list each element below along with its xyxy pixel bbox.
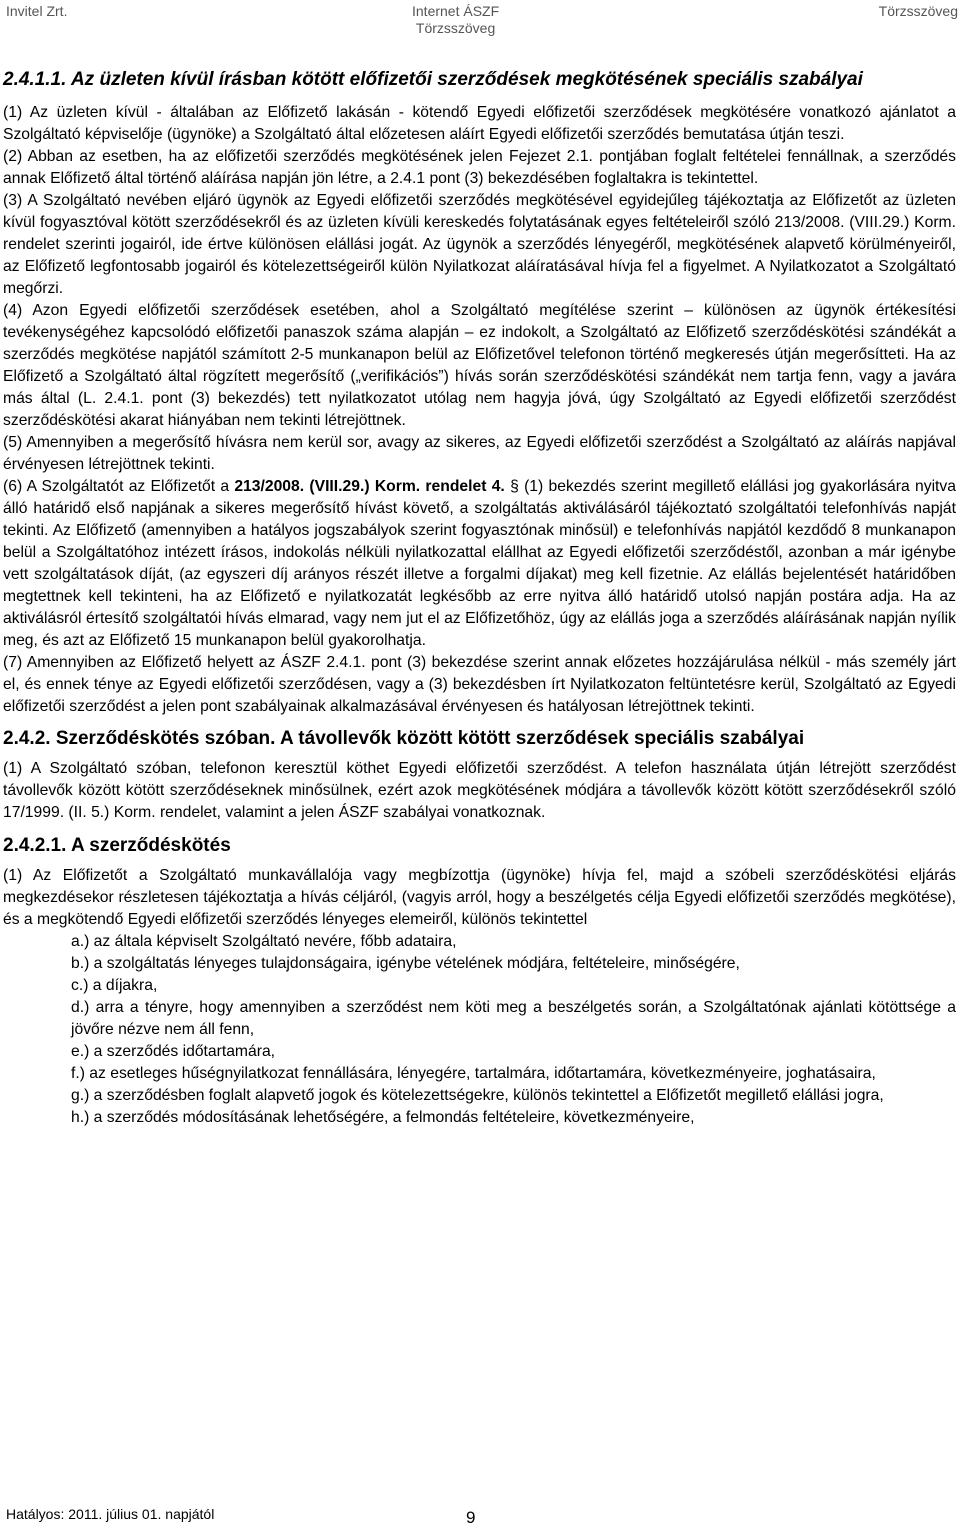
paragraph-6-regulation: 213/2008. (VIII.29.) Korm. rendelet <box>234 478 487 495</box>
paragraph-3: (3) A Szolgáltató nevében eljáró ügynök az Egyedi előfizetői szerződés megkötésével egyidejűleg tájékoztatja az Előfizetőt az üzleten kívül fogyasztóval kötött szerződésekről és az üzleten kívüli kereskedés folytatásának egyes feltételeiről szóló 213/2008. (VIII.29.) Korm. rendelet szerinti jogairól, ide értve különösen elállási jogát. Az ügynök a szerződés lényegéről, megkötésének alapvető körülményeiről, az Előfizető legfontosabb jogairól és kötelezettségeiről külön Nyilatkozat aláíratásával hívja fel a figyelmet. A Nyilatkozatot a Szolgáltató megőrzi. <box>3 192 956 297</box>
page-number: 9 <box>466 1508 476 1527</box>
paragraph-242-1: (1) A Szolgáltató szóban, telefonon keresztül köthet Egyedi előfizetői szerződést. A telefon használata útján létrejött szerződést távollevők között kötött szerződéseknek minősülnek, ezért azok megkötésének módjára a távollevők között kötött szerződésekről szóló 17/1999. (II. 5.) Korm. rendelet, valamint a jelen ÁSZF szabályai vonatkoznak. <box>3 760 956 821</box>
paragraph-6-part1: (6) A Szolgáltatót az Előfizetőt a <box>3 478 235 495</box>
list-item: d.) arra a tényre, hogy amennyiben a szerződést nem köti meg a beszélgetés során, a Szolgáltatónak ajánlati kötöttsége a jövőre nézve nem áll fenn, <box>71 999 956 1038</box>
header-document-subtitle: Törzsszöveg <box>415 20 496 36</box>
paragraph-6-section-number: 4. <box>486 478 511 495</box>
header-document-title: Internet ÁSZF <box>412 3 500 19</box>
footer-effective-date: Hatályos: 2011. július 01. napjától <box>6 1506 215 1522</box>
list-item: g.) a szerződésben foglalt alapvető jogok és kötelezettségekre, különös tekintettel a Előfizetőt megillető elállási jogra, <box>71 1087 884 1104</box>
paragraph-1: (1) Az üzleten kívül - általában az Előfizető lakásán - kötendő Egyedi előfizetői szerződések megkötésére vonatkozó ajánlatot a Szolgáltató képviselője (ügynöke) a Szolgáltató által előzetesen aláírt Egyedi előfizetői szerződés bemutatása útján teszi. <box>3 104 956 143</box>
header-company: Invitel Zrt. <box>6 3 68 19</box>
section-title-2421: 2.4.2.1. A szerződéskötés <box>3 835 231 856</box>
paragraph-6-part3: (1) bekezdés szerint megillető elállási jog gyakorlására nyitva álló határidő első napjának a sikeres megerősítő hívást követő, a szolgáltatás aktiválásáról tájékoztató szolgáltatói telefonhívás napját tekinti. Az Előfizető (amennyiben a hatályos jogszabályok szerint fogyasztónak minősül) e telefonhívás napjától kezdődő 8 munkanapon belül a Szolgáltatóhoz intézett írásos, indokolás nélküli nyilatkozattal elállhat az Egyedi előfizetői szerződéstől, azonban a már igénybe vett szolgáltatások díját, (az egyszeri díj arányos részét illetve a forgalmi díjakat) meg kell fizetnie. Az elállás bejelentését határidőben megtettnek kell tekinteni, ha az Előfizető e nyilatkozatát legkésőbb az erre nyitva álló határidő utolsó napján postára adja. Ha az aktiválásról értesítő szolgáltatói hívás elmarad, vagy nem jut el az Előfizetőhöz, úgy az elállás joga a szerződés aláírásának napján nyílik meg, és azt az Előfizető 15 munkanapon belül gyakorolhatja. <box>3 478 956 649</box>
document-body <box>3 67 956 1129</box>
list-item: c.) a díjakra, <box>71 977 158 994</box>
paragraph-7: (7) Amennyiben az Előfizető helyett az ÁSZF 2.4.1. pont (3) bekezdése szerint annak előzetes hozzájárulása nélkül - más személy járt el, és ennek ténye az Egyedi előfizetői szerződésen, vagy a (3) bekezdésben írt Nyilatkozaton feltüntetésre kerül, Szolgáltató az Egyedi előfizetői szerződést a jelen pont szabályainak alkalmazásával érvényesen és hatályosan létrejöttnek tekinti. <box>3 654 956 715</box>
paragraph-6 <box>3 476 956 652</box>
list-item: b.) a szolgáltatás lényeges tulajdonságaira, igénybe vételének módjára, feltételeire, minőségére, <box>71 955 740 972</box>
paragraph-sign: § <box>510 478 519 495</box>
list-item: a.) az általa képviselt Szolgáltató nevére, főbb adataira, <box>71 933 457 950</box>
paragraph-4: (4) Azon Egyedi előfizetői szerződések esetében, ahol a Szolgáltató megítélése szerint – különösen az ügynök értékesítési tevékenységéhez kapcsolódó előfizetői panaszok száma alapján – ez indokolt, a Szolgáltató az Előfizető szerződéskötési szándékát a szerződés megkötése napjától számított 2-5 munkanapon belül az Előfizetővel telefonon történő megkeresés útján megerősítteti. Ha az Előfizető a Szolgáltató által rögzített megerősítő („verifikációs”) hívás során szerződéskötési szándékát nem tartja fenn, vagy a javára más által (L. 2.4.1. pont (3) bekezdés) tett nyilatkozatot utólag nem hagyja jóvá, úgy Szolgáltató az Egyedi előfizetői szerződést szerződéskötési akarat hiányában nem tekinti létrejöttnek. <box>3 302 956 429</box>
section-title-242: 2.4.2. Szerződéskötés szóban. A távollevők között kötött szerződések speciális szabályai <box>3 728 805 749</box>
section-title-2411: 2.4.1.1. Az üzleten kívül írásban kötött előfizetői szerződések megkötésének speciális szabályai <box>3 69 863 90</box>
header-version: Törzsszöveg <box>878 3 958 19</box>
list-item: e.) a szerződés időtartamára, <box>71 1043 276 1060</box>
paragraph-5: (5) Amennyiben a megerősítő hívásra nem kerül sor, avagy az sikeres, az Egyedi előfizetői szerződést a Szolgáltató az aláírás napjával érvényesen létrejöttnek tekinti. <box>3 434 956 473</box>
paragraph-2: (2) Abban az esetben, ha az előfizetői szerződés megkötésének jelen Fejezet 2.1. pontjában foglalt feltételei fennállnak, a szerződés annak Előfizető által történő aláírása napján jön létre, a 2.4.1 pont (3) bekezdésében foglaltakra is tekintettel. <box>3 148 956 187</box>
paragraph-2421-1: (1) Az Előfizetőt a Szolgáltató munkavállalója vagy megbízottja (ügynöke) hívja fel, majd a szóbeli szerződéskötési eljárás megkezdésekor részletesen tájékoztatja a hívás céljáról, (vagyis arról, hogy a beszélgetés célja Egyedi előfizetői szerződés megkötése), és a megkötendő Egyedi előfizetői szerződés lényeges elemeiről, különös tekintettel <box>3 867 956 928</box>
header-document <box>412 3 499 37</box>
contract-elements-list <box>71 931 956 1129</box>
list-item: h.) a szerződés módosításának lehetőségére, a felmondás feltételeire, következményeire, <box>71 1109 695 1126</box>
list-item: f.) az esetleges hűségnyilatkozat fennállására, lényegére, tartalmára, időtartamára, következményeire, joghatásaira, <box>71 1065 876 1082</box>
